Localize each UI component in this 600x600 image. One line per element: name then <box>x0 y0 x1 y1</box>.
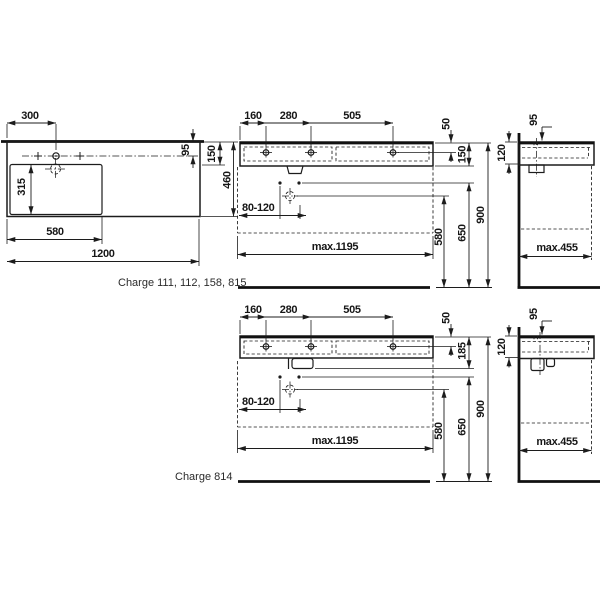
dim-front-bottom-front-height: 185 <box>456 342 469 360</box>
dim-front-top-fixing-height: 650 <box>456 224 469 242</box>
dim-plan-overall-depth: 460 <box>221 171 234 189</box>
dim-side-top-max-depth: max.455 <box>536 242 578 254</box>
dim-front-bottom-tap-drop: 50 <box>440 312 453 324</box>
dim-plan-bowl-depth: 315 <box>15 178 28 196</box>
side-bottom-siphon-bend <box>547 359 555 367</box>
front-view-top <box>238 110 493 288</box>
front-top-bowl-hidden <box>244 147 332 161</box>
dim-plan-overall-width: 1200 <box>91 248 115 260</box>
front-bottom-bowl-hidden <box>244 341 332 354</box>
dim-plan-bowl-front-offset: 150 <box>205 145 218 163</box>
front-top-drain-outlet <box>287 166 303 174</box>
plan-view <box>1 110 238 266</box>
dim-side-bottom-back-height: 120 <box>495 338 508 356</box>
dim-front-top-front-height: 150 <box>456 145 469 164</box>
dim-front-top-drain-range: 80-120 <box>242 202 275 214</box>
side-view-bottom <box>496 308 600 482</box>
dim-front-bottom-tap1: 160 <box>244 304 262 316</box>
dim-front-top-tap2: 280 <box>279 110 298 122</box>
dim-front-bottom-rim-height: 900 <box>474 400 487 418</box>
fixing-hole <box>278 375 281 378</box>
variant-label-top: Charge 111, 112, 158, 815 <box>118 277 247 289</box>
dim-front-bottom-fixing-height: 650 <box>456 418 469 436</box>
variant-label-bottom: Charge 814 <box>175 471 233 483</box>
tap-hole-icon <box>260 342 399 352</box>
side-bottom-body <box>519 336 594 359</box>
dim-front-bottom-drain-range: 80-120 <box>242 396 275 408</box>
side-bottom-siphon <box>531 359 544 371</box>
tap-hole-icon <box>260 148 399 158</box>
dim-front-top-tap-drop: 50 <box>440 118 453 130</box>
dim-side-bottom-tap-offset: 95 <box>527 308 540 320</box>
dim-side-top-back-height: 120 <box>495 144 508 162</box>
dim-side-bottom-max-depth: max.455 <box>536 436 578 448</box>
dim-front-bottom-max-width: max.1195 <box>311 435 359 447</box>
dim-plan-tap-offset: 300 <box>21 110 39 122</box>
fixing-hole <box>297 181 300 184</box>
front-bottom-shelf-hidden <box>336 341 429 354</box>
dim-plan-tap-axis-depth: 95 <box>179 144 192 156</box>
dim-front-bottom-drain-height: 580 <box>432 422 445 440</box>
dim-front-top-max-width: max.1195 <box>311 241 359 253</box>
front-top-shelf-hidden <box>336 147 429 161</box>
dim-plan-bowl-width: 580 <box>46 226 64 238</box>
front-bottom-siphon <box>292 359 313 369</box>
dim-front-top-tap3: 505 <box>343 110 361 122</box>
dim-front-bottom-tap3: 505 <box>343 304 361 316</box>
side-view-top <box>496 114 600 288</box>
front-view-bottom <box>238 304 493 482</box>
fixing-hole <box>297 375 300 378</box>
dim-front-top-tap1: 160 <box>244 110 262 122</box>
dim-front-top-drain-height: 580 <box>432 228 445 246</box>
side-top-body <box>519 142 594 165</box>
plan-deck-outline <box>7 141 200 217</box>
fixing-hole <box>278 181 281 184</box>
dim-side-top-tap-offset: 95 <box>527 114 540 126</box>
dim-front-top-rim-height: 900 <box>474 206 487 224</box>
dim-front-bottom-tap2: 280 <box>279 304 298 316</box>
